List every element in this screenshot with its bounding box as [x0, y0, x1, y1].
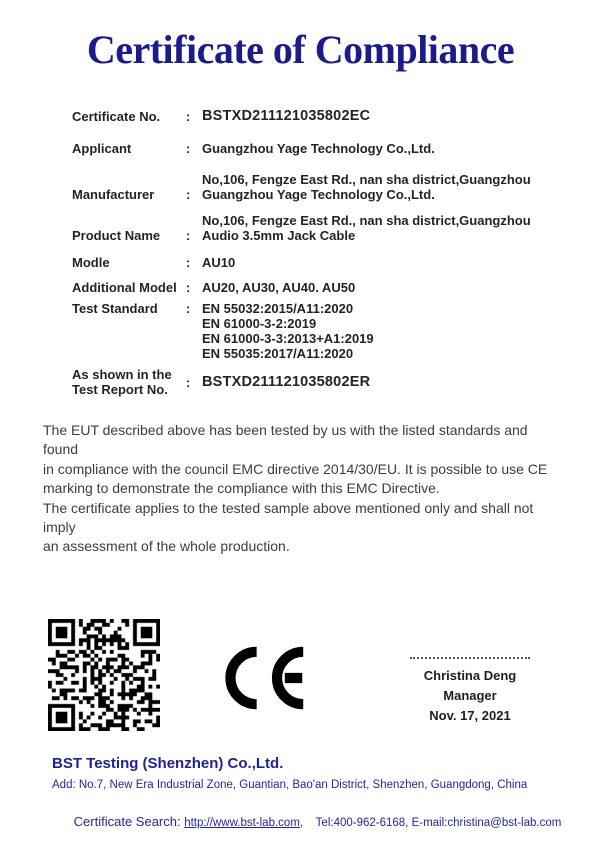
contact-info: , Tel:400-962-6168, E-mail:christina@bst-lab.com: [299, 816, 562, 829]
test-standard-value: EN 61000-3-3:2013+A1:2019: [202, 331, 374, 346]
ce-mark-icon: [213, 639, 310, 717]
certificate-search-label: Certificate Search:: [73, 813, 185, 829]
footer: [52, 755, 601, 844]
row-additional-model: [72, 280, 601, 295]
model-value: AU10: [202, 255, 236, 270]
compliance-statement: [43, 421, 565, 557]
test-standard-value: EN 61000-3-2:2019: [202, 316, 317, 331]
lab-company-name: BST Testing (Shenzhen) Co.,Ltd.: [52, 754, 284, 772]
row-product-name: [72, 213, 601, 243]
row-certificate-no: [72, 109, 601, 124]
certificate-details: [72, 109, 601, 397]
report-label-line2: Test Report No.: [72, 382, 168, 397]
row-test-standard: [72, 301, 601, 361]
report-label-line1: As shown in the: [72, 367, 172, 382]
colon-separator: :: [186, 301, 191, 316]
test-standard-label: Test Standard: [72, 301, 158, 316]
signature-block: [396, 657, 544, 726]
test-report-no-value: BSTXD211121035802ER: [202, 373, 371, 390]
colon-separator: :: [186, 187, 191, 202]
statement-line: The EUT described above has been tested by us with the listed standards and found: [43, 422, 528, 458]
product-name-value: Audio 3.5mm Jack Cable: [202, 228, 356, 243]
certificate-search-line: [52, 799, 601, 844]
colon-separator: :: [186, 280, 191, 295]
colon-separator: :: [186, 374, 191, 390]
signer-role: Manager: [443, 687, 497, 703]
statement-line: in compliance with the council EMC directive 2014/30/EU. It is possible to use CE: [43, 460, 548, 477]
signature-dotted-line: [410, 657, 530, 659]
certificate-title: Certificate of Compliance: [86, 27, 515, 72]
qr-code: [48, 619, 160, 731]
product-address: No,106, Fengze East Rd., nan sha district,Guangzhou: [202, 213, 531, 228]
statement-line: marking to demonstrate the compliance with this EMC Directive.: [43, 480, 440, 497]
test-standard-value: EN 55035:2017/A11:2020: [202, 346, 354, 361]
row-test-report-no: [72, 367, 601, 397]
row-model: [72, 255, 601, 270]
lab-address: Add: No.7, New Era Industrial Zone, Guantian, Bao'an District, Shenzhen, Guangdong, China: [52, 778, 528, 791]
applicant-label: Applicant: [72, 141, 132, 156]
row-manufacturer: [72, 172, 601, 202]
colon-separator: :: [186, 255, 191, 270]
colon-separator: :: [186, 109, 191, 124]
colon-separator: :: [186, 228, 191, 243]
additional-model-label: Additional Model: [72, 280, 177, 295]
certificate-no-value: BSTXD211121035802EC: [202, 108, 371, 124]
product-name-label: Product Name: [72, 228, 161, 243]
statement-line: The certificate applies to the tested sample above mentioned only and shall not imply: [43, 499, 534, 536]
statement-line: an assessment of the whole production.: [43, 538, 290, 555]
test-standard-value: EN 55032:2015/A11:2020: [202, 301, 354, 316]
marks-row: [0, 619, 601, 735]
lab-website-link[interactable]: http://www.bst-lab.com: [184, 816, 300, 829]
manufacturer-value: Guangzhou Yage Technology Co.,Ltd.: [202, 187, 435, 202]
additional-model-value: AU20, AU30, AU40. AU50: [202, 280, 356, 295]
signer-name: Christina Deng: [423, 667, 517, 683]
signature-date: Nov. 17, 2021: [429, 707, 511, 723]
manufacturer-label: Manufacturer: [72, 187, 155, 202]
applicant-value: Guangzhou Yage Technology Co.,Ltd.: [202, 141, 435, 156]
certificate-no-label: Certificate No.: [72, 109, 161, 124]
row-applicant: [72, 141, 601, 156]
manufacturer-address: No,106, Fengze East Rd., nan sha district,Guangzhou: [202, 172, 531, 187]
colon-separator: :: [186, 141, 191, 156]
model-label: Modle: [72, 255, 110, 270]
certificate-page: [0, 26, 601, 844]
